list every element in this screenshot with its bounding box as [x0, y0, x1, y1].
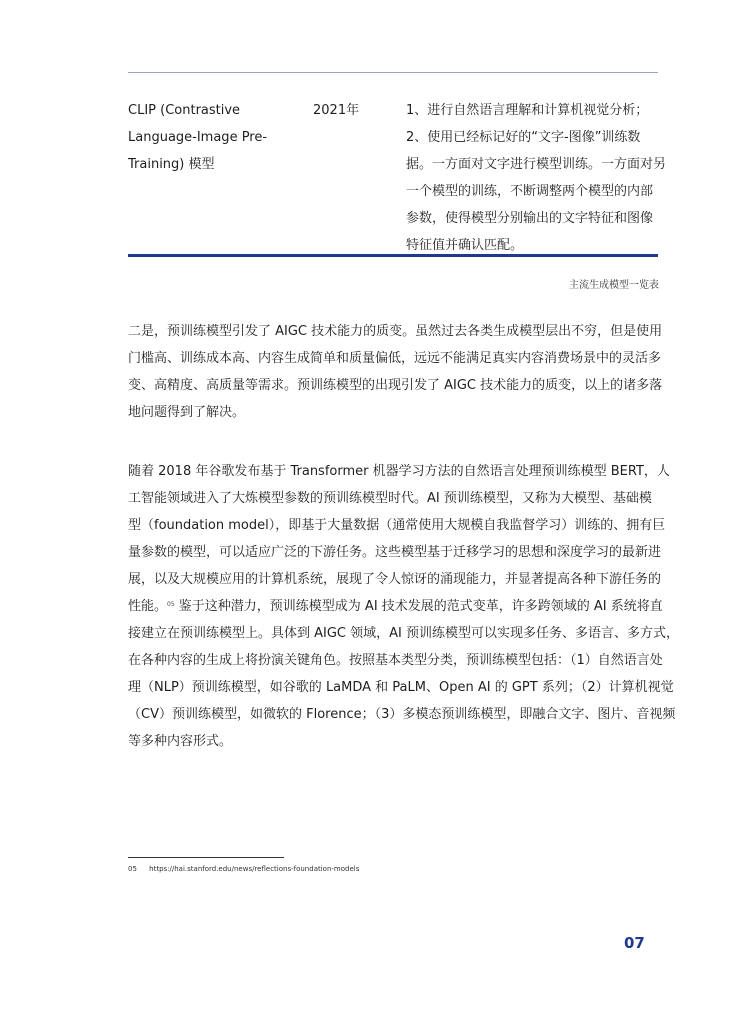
paragraph-text: 鉴于这种潜力，预训练模型成为 AI 技术发展的范式变革，许多跨领域的 AI 系统将直 [174, 599, 663, 614]
table-bottom-rule [128, 254, 658, 257]
table-caption: 主流生成模型一览表 [569, 280, 659, 291]
paragraph-line: 型（foundation model），即基于大量数据（通常使用大规模自我监督学习）训练的、拥有巨 [128, 518, 666, 533]
paragraph-line: 理（NLP）预训练模型，如谷歌的 LaMDA 和 PaLM、Open AI 的 GPT 系列；（2）计算机视觉 [128, 680, 674, 695]
footnote-link[interactable]: https://hai.stanford.edu/news/reflections-foundation-models [149, 865, 360, 873]
paragraph-line-with-footnote [128, 593, 664, 620]
footnote-divider [128, 857, 284, 858]
paragraph-line: 在各种内容的生成上将扮演关键角色。按照基本类型分类，预训练模型包括：（1）自然语言处 [128, 653, 663, 668]
paragraph-line: 地问题得到了解决。 [128, 405, 246, 420]
paragraph-text: 性能。 [128, 599, 168, 614]
description-line: 一个模型的训练，不断调整两个模型的内部 [406, 184, 654, 199]
footnote-number: 05 [128, 865, 137, 873]
model-name-line: Training) 模型 [128, 157, 215, 172]
paragraph-line: 展，以及大规模应用的计算机系统，展现了令人惊讶的涌现能力，并显著提高各种下游任务的 [128, 572, 662, 587]
footnote [128, 865, 359, 873]
paragraph-line: 随着 2018 年谷歌发布基于 Transformer 机器学习方法的自然语言处理预训练模型 BERT，人 [128, 464, 670, 479]
paragraph-pretrained-model-era [128, 458, 680, 755]
paragraph-line: 门槛高、训练成本高、内容生成简单和质量偏低，远远不能满足真实内容消费场景中的灵活多 [128, 351, 662, 366]
footnote-reference[interactable]: 05 [167, 601, 175, 608]
paragraph-line: 量参数的模型，可以适应广泛的下游任务。这些模型基于迁移学习的思想和深度学习的最新进 [128, 545, 662, 560]
description-line: 参数，使得模型分别输出的文字特征和图像 [406, 211, 654, 226]
paragraph-line: （CV）预训练模型，如微软的 Florence；（3）多模态预训练模型，即融合文字、图片、音视频 [128, 707, 676, 722]
table-top-rule [128, 72, 658, 73]
model-name-cell [128, 97, 278, 178]
paragraph-line: 二是，预训练模型引发了 AIGC 技术能力的质变。虽然过去各类生成模型层出不穷，但是使用 [128, 324, 663, 339]
paragraph-line: 接建立在预训练模型上。具体到 AIGC 领域，AI 预训练模型可以实现多任务、多语言、多方式， [128, 626, 680, 641]
model-name-line: CLIP (Contrastive [128, 103, 241, 118]
paragraph-pretrained-quality-shift [128, 318, 664, 426]
model-year-cell: 2021年 [313, 103, 360, 118]
description-line: 1、进行自然语言理解和计算机视觉分析； [406, 103, 649, 118]
paragraph-line: 工智能领域进入了大炼模型参数的预训练模型时代。AI 预训练模型，又称为大模型、基础模 [128, 491, 652, 506]
paragraph-line: 等多种内容形式。 [128, 734, 233, 749]
paragraph-line: 变、高精度、高质量等需求。预训练模型的出现引发了 AIGC 技术能力的质变，以上的诸多落 [128, 378, 663, 393]
description-line: 据。一方面对文字进行模型训练。一方面对另 [406, 157, 667, 172]
model-description-cell [406, 97, 667, 259]
model-table-row [128, 97, 667, 253]
page-number: 07 [624, 934, 645, 952]
description-line: 特征值并确认匹配。 [406, 238, 524, 253]
model-name-line: Language-Image Pre- [128, 130, 268, 145]
description-line: 2、使用已经标记好的“文字-图像”训练数 [406, 130, 641, 145]
